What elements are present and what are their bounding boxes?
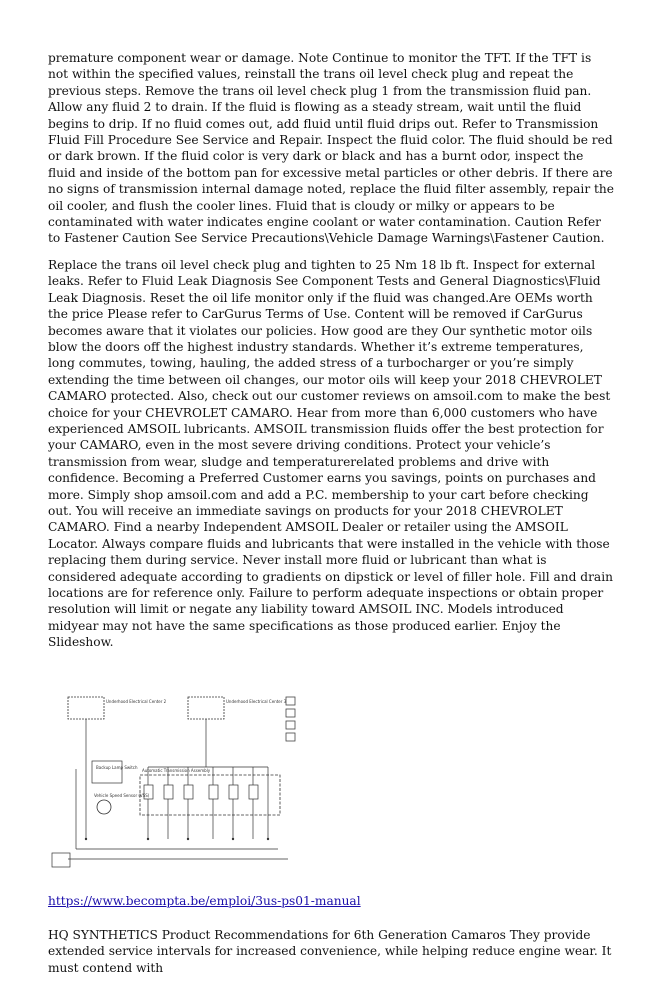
fuse-left-label: Underhood Electrical Center 2: [106, 698, 167, 704]
external-link[interactable]: https://www.becompta.be/emploi/3us-ps01-manual: [48, 893, 361, 908]
wiring-diagram-image: [48, 689, 300, 875]
paragraph-1: premature component wear or damage. Note Continue to monitor the TFT. If the TFT is not within the specified values, reinstall the trans oil level check plug and repeat the previous steps. Remove the trans oil level check plug 1 from the transmission fluid pan. Allow any fluid 2 to drain. If the fluid is flowing as a steady stream, wait until the fluid begins to drip. If no fluid comes out, add fluid until fluid drips out. Refer to Transmission Fluid Fill Procedure See Service and Repair. Inspect the fluid color. The fluid should be red or dark brown. If the fluid color is very dark or black and has a burnt odor, inspect the fluid and inside of the bottom pan for excessive metal particles or other debris. If there are no signs of transmission internal damage noted, replace the fluid filter assembly, repair the oil cooler, and flush the cooler lines. Fluid that is cloudy or milky or appears to be contaminated with water indicates engine coolant or water contamination. Caution Refer to Fastener Caution See Service Precautions\Vehicle Damage Warnings\Fastener Caution.: [48, 51, 614, 246]
closing-paragraph: HQ SYNTHETICS Product Recommendations for 6th Generation Camaros They provide extended service intervals for increased convenience, while helping reduce engine wear. It must contend with: [48, 928, 612, 975]
vss-label: Vehicle Speed Sensor (VSS): [94, 792, 150, 798]
paragraph-2: Replace the trans oil level check plug and tighten to 25 Nm 18 lb ft. Inspect for external leaks. Refer to Fluid Leak Diagnosis See Component Tests and General Diagnostics\Fluid Leak Diagnosis. Reset the oil life monitor only if the fluid was changed.Are OEMs worth the price Please refer to CarGurus Terms of Use. Content will be removed if CarGurus becomes aware that it violates our policies. How good are they Our synthetic motor oils blow the doors off the highest industry standards. Whether it’s extreme temperatures, long commutes, towing, hauling, the added stress of a turbocharger or you’re simply extending the time between oil changes, our motor oils will keep your 2018 CHEVROLET CAMARO protected. Also, check out our customer reviews on amsoil.com to make the best choice for your CHEVROLET CAMARO. Hear from more than 6,000 customers who have experienced AMSOIL lubricants. AMSOIL transmission fluids offer the best protection for your CAMARO, even in the most severe driving conditions. Protect your vehicle’s transmission from wear, sludge and temperaturerelated problems and drive with confidence. Becoming a Preferred Customer earns you savings, points on purchases and more. Simply shop amsoil.com and add a P.C. membership to your cart before checking out. You will receive an immediate savings on products for your 2018 CHEVROLET CAMARO. Find a nearby Independent AMSOIL Dealer or retailer using the AMSOIL Locator. Always compare fluids and lubricants that were installed in the vehicle with those replacing them during service. Never install more fluid or lubricant than what is considered adequate according to gradients on dipstick or level of filler hole. Fill and drain locations are for reference only. Failure to perform adequate inspections or obtain proper resolution will limit or negate any liability toward AMSOIL INC. Models introduced midyear may not have the same specifications as those produced earlier. Enjoy the Slideshow.: [48, 257, 613, 650]
lamp-label: Backup Lamp Switch: [96, 764, 138, 770]
wiring-diagram-figure: [48, 689, 300, 875]
fuse-right-label: Underhood Electrical Center 3: [226, 698, 287, 704]
solenoid-label: Automatic Transmission Assembly: [142, 767, 211, 773]
document-page: [48, 50, 614, 986]
